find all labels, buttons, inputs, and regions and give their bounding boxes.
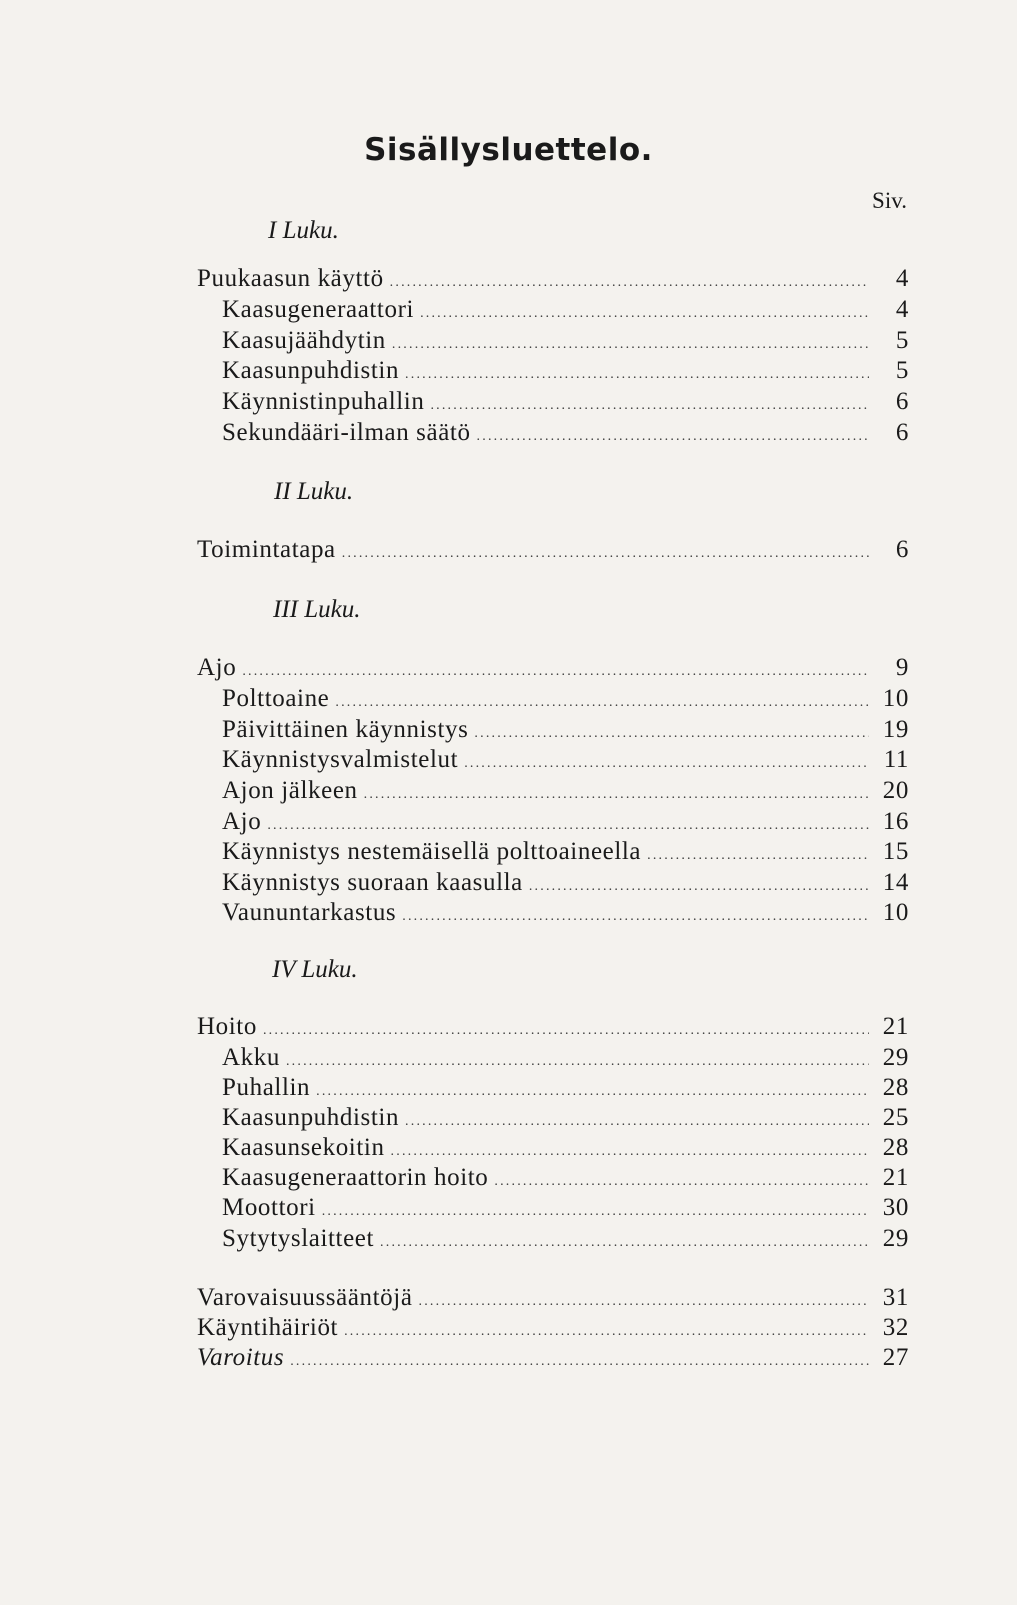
entry-label: Akku xyxy=(222,1044,280,1071)
entry-page: 20 xyxy=(882,777,909,804)
entry-page: 28 xyxy=(882,1134,909,1161)
entry-label: Puhallin xyxy=(222,1074,311,1101)
toc-entry xyxy=(222,1074,909,1104)
entry-page: 30 xyxy=(882,1194,909,1221)
dot-leader xyxy=(402,909,869,925)
toc-entry xyxy=(222,808,909,838)
dot-leader xyxy=(419,1294,869,1310)
entry-label: Ajo xyxy=(197,654,237,681)
entry-label: Kaasunpuhdistin xyxy=(222,1104,400,1131)
entry-label: Moottori xyxy=(222,1194,316,1221)
entry-page: 9 xyxy=(895,654,909,681)
toc-entry xyxy=(197,536,909,566)
entry-page: 5 xyxy=(895,357,909,384)
entry-label: Vaununtarkastus xyxy=(222,899,397,926)
toc-entry xyxy=(197,1344,909,1374)
toc-entry xyxy=(222,869,909,899)
entry-page: 14 xyxy=(882,869,909,896)
toc-entry xyxy=(222,899,909,929)
dot-leader xyxy=(380,1235,869,1251)
toc-entry xyxy=(222,1134,909,1164)
dot-leader xyxy=(342,546,869,562)
entry-label: Sytytyslaitteet xyxy=(222,1225,375,1252)
toc-entry xyxy=(197,1314,909,1344)
dot-leader xyxy=(529,879,869,895)
entry-label: Päivittäinen käynnistys xyxy=(222,716,469,743)
chapter-heading: I Luku. xyxy=(268,217,339,244)
toc-entry xyxy=(222,716,909,746)
entry-page: 21 xyxy=(882,1013,909,1040)
entry-label: Ajo xyxy=(222,808,262,835)
entry-label: Kaasujäähdytin xyxy=(222,327,386,354)
entry-page: 6 xyxy=(895,388,909,415)
entry-label: Sekundääri-ilman säätö xyxy=(222,419,471,446)
page-title: Sisällysluettelo. xyxy=(364,132,653,168)
dot-leader xyxy=(290,1354,869,1370)
dot-leader xyxy=(286,1054,869,1070)
entry-label: Käyntihäiriöt xyxy=(197,1314,339,1341)
chapter-heading: IV Luku. xyxy=(272,956,358,983)
dot-leader xyxy=(392,337,869,353)
entry-label: Kaasugeneraattorin hoito xyxy=(222,1164,489,1191)
entry-label: Käynnistys suoraan kaasulla xyxy=(222,869,523,896)
entry-label: Kaasugeneraattori xyxy=(222,296,415,323)
dot-leader xyxy=(420,306,869,322)
toc-entry xyxy=(197,1284,909,1314)
entry-label: Hoito xyxy=(197,1013,257,1040)
entry-page: 27 xyxy=(882,1344,909,1371)
entry-label: Kaasunpuhdistin xyxy=(222,357,400,384)
dot-leader xyxy=(267,818,869,834)
dot-leader xyxy=(263,1023,869,1039)
dot-leader xyxy=(464,756,869,772)
entry-page: 4 xyxy=(895,296,909,323)
dot-leader xyxy=(364,787,869,803)
toc-entry xyxy=(222,1194,909,1224)
entry-page: 28 xyxy=(882,1074,909,1101)
dot-leader xyxy=(344,1324,869,1340)
entry-label: Käynnistinpuhallin xyxy=(222,388,425,415)
dot-leader xyxy=(647,848,869,864)
toc-entry xyxy=(222,1164,909,1194)
chapter-heading: II Luku. xyxy=(274,478,354,505)
dot-leader xyxy=(335,695,869,711)
entry-label: Puukaasun käyttö xyxy=(197,265,384,292)
entry-label: Toimintatapa xyxy=(197,536,336,563)
entry-label: Varoitus xyxy=(197,1344,285,1371)
entry-page: 29 xyxy=(882,1044,909,1071)
toc-entry xyxy=(222,777,909,807)
toc-entry xyxy=(197,1013,909,1043)
toc-entry xyxy=(222,327,909,357)
toc-entry xyxy=(222,1225,909,1255)
entry-page: 15 xyxy=(882,838,909,865)
toc-entry xyxy=(222,685,909,715)
toc-entry xyxy=(222,388,909,418)
dot-leader xyxy=(405,367,869,383)
toc-entry xyxy=(197,654,909,684)
dot-leader xyxy=(322,1204,869,1220)
page-column-heading: Siv. xyxy=(872,188,907,213)
dot-leader xyxy=(390,275,869,291)
toc-entry xyxy=(222,1104,909,1134)
entry-page: 11 xyxy=(883,746,909,773)
dot-leader xyxy=(494,1174,869,1190)
entry-page: 6 xyxy=(895,419,909,446)
entry-page: 25 xyxy=(882,1104,909,1131)
entry-label: Käynnistysvalmistelut xyxy=(222,746,459,773)
dot-leader xyxy=(477,429,869,445)
entry-label: Ajon jälkeen xyxy=(222,777,358,804)
dot-leader xyxy=(391,1144,869,1160)
dot-leader xyxy=(405,1114,869,1130)
chapter-heading: III Luku. xyxy=(273,596,361,623)
entry-page: 5 xyxy=(895,327,909,354)
toc-entry xyxy=(222,838,909,868)
toc-entry xyxy=(222,357,909,387)
entry-label: Käynnistys nestemäisellä polttoaineella xyxy=(222,838,642,865)
toc-entry xyxy=(222,746,909,776)
entry-page: 10 xyxy=(882,685,909,712)
entry-page: 6 xyxy=(895,536,909,563)
toc-entry xyxy=(222,419,909,449)
entry-page: 10 xyxy=(882,899,909,926)
entry-page: 4 xyxy=(895,265,909,292)
toc-entry xyxy=(222,1044,909,1074)
dot-leader xyxy=(430,398,869,414)
toc-entry xyxy=(197,265,909,295)
entry-label: Varovaisuussääntöjä xyxy=(197,1284,413,1311)
toc-entry xyxy=(222,296,909,326)
entry-page: 29 xyxy=(882,1225,909,1252)
dot-leader xyxy=(316,1084,869,1100)
dot-leader xyxy=(242,664,869,680)
entry-page: 31 xyxy=(882,1284,909,1311)
entry-label: Polttoaine xyxy=(222,685,330,712)
entry-page: 19 xyxy=(882,716,909,743)
entry-page: 21 xyxy=(882,1164,909,1191)
entry-page: 16 xyxy=(882,808,909,835)
dot-leader xyxy=(474,726,869,742)
entry-label: Kaasunsekoitin xyxy=(222,1134,385,1161)
entry-page: 32 xyxy=(882,1314,909,1341)
